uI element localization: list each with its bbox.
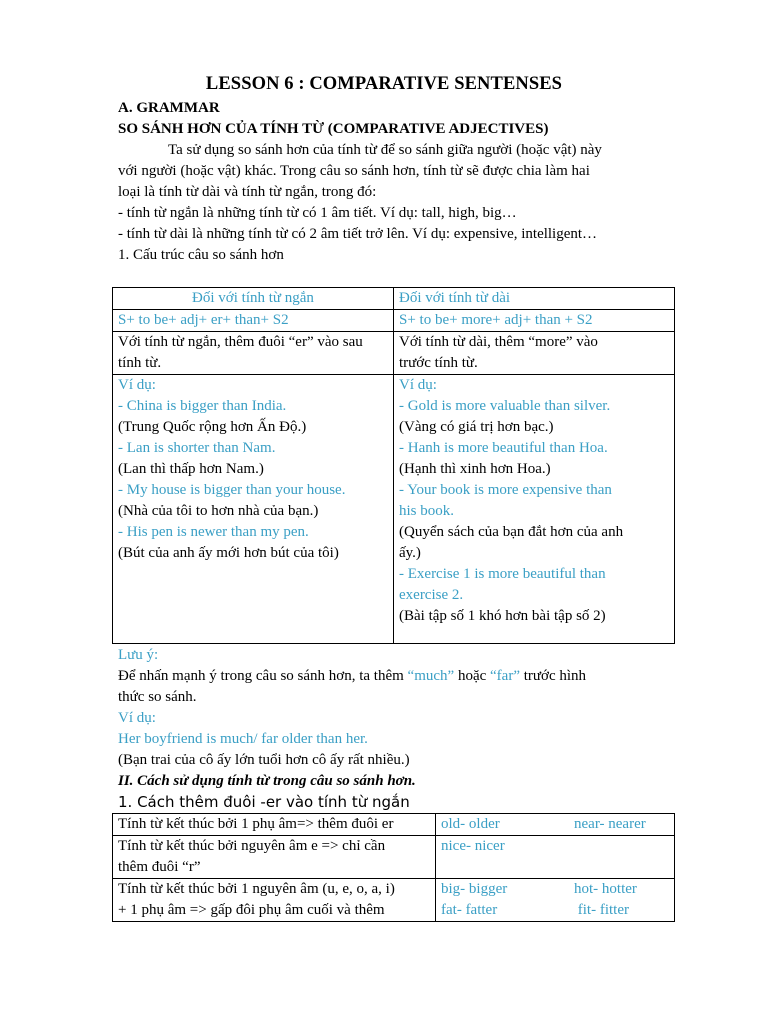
sub-heading-er: 1. Cách thêm đuôi -er vào tính từ ngắn — [118, 793, 410, 811]
far-keyword: “far” — [490, 668, 520, 684]
structure-heading: 1. Cấu trúc câu so sánh hơn — [118, 247, 284, 263]
rule-short — [113, 332, 394, 375]
example-pair — [441, 900, 669, 921]
example-line: exercise 2. — [399, 587, 464, 603]
note-text: hoặc — [454, 668, 491, 684]
example-pair — [441, 879, 669, 900]
table-row — [113, 375, 675, 644]
formula-short: S+ to be+ adj+ er+ than+ S2 — [113, 310, 394, 332]
example-line: - Lan is shorter than Nam. — [118, 440, 276, 456]
section-subtitle: SO SÁNH HƠN CỦA TÍNH TỪ (COMPARATIVE ADJECTIVES) — [118, 121, 549, 137]
rule-line: tính từ. — [118, 355, 162, 371]
examples-short-list — [118, 375, 388, 564]
example-line: Ví dụ: — [399, 377, 437, 393]
section-a-heading: A. GRAMMAR — [118, 100, 220, 116]
example-line: - Exercise 1 is more beautiful than — [399, 566, 606, 582]
example-line: (Nhà của tôi to hơn nhà của bạn.) — [118, 503, 319, 519]
example-word: fit- fitter — [574, 902, 629, 918]
example-line: (Bài tập số 1 khó hơn bài tập số 2) — [399, 608, 606, 624]
rule-line: Tính từ kết thúc bởi 1 nguyên âm (u, e, o, a, i) — [118, 881, 395, 897]
comparative-structure-table — [112, 287, 675, 644]
note-example: Her boyfriend is much/ far older than her. — [118, 731, 368, 747]
rule-long — [394, 332, 675, 375]
note-section — [118, 645, 678, 813]
note-translation: (Bạn trai của cô ấy lớn tuổi hơn cô ấy rất nhiều.) — [118, 752, 410, 768]
table-row — [113, 836, 675, 879]
example-line: ấy.) — [399, 545, 421, 561]
example-cell — [436, 814, 675, 836]
rule-line: Với tính từ ngắn, thêm đuôi “er” vào sau — [118, 334, 363, 350]
grammar-intro — [118, 98, 678, 266]
rule-line: thêm đuôi “r” — [118, 859, 201, 875]
example-line: (Quyển sách của bạn đắt hơn của anh — [399, 524, 624, 540]
rule-line: Với tính từ dài, thêm “more” vào — [399, 334, 598, 350]
header-short-adj: Đối với tính từ ngắn — [113, 288, 394, 310]
example-line: - Gold is more valuable than silver. — [399, 398, 611, 414]
lesson-title: LESSON 6 : COMPARATIVE SENTENSES — [205, 74, 563, 94]
example-word: hot- hotter — [574, 881, 637, 897]
example-line: (Trung Quốc rộng hơn Ấn Độ.) — [118, 419, 307, 435]
example-word: nice- nicer — [441, 838, 505, 854]
note-example-label: Ví dụ: — [118, 710, 156, 726]
er-rules-table — [112, 813, 675, 922]
formula-long: S+ to be+ more+ adj+ than + S2 — [394, 310, 675, 332]
rule-cell — [113, 879, 436, 922]
note-line — [118, 666, 678, 687]
rule-cell — [113, 814, 436, 836]
example-line: - China is bigger than India. — [118, 398, 287, 414]
intro-line: Ta sử dụng so sánh hơn của tính từ để so sánh giữa người (hoặc vật) này — [168, 142, 602, 158]
table-row — [113, 332, 675, 375]
example-line: (Bút của anh ấy mới hơn bút của tôi) — [118, 545, 339, 561]
example-word: old- older — [441, 816, 500, 832]
example-cell — [436, 879, 675, 922]
example-line: - Hanh is more beautiful than Hoa. — [399, 440, 608, 456]
rule-cell — [113, 836, 436, 879]
rule-line: + 1 phụ âm => gấp đôi phụ âm cuối và thêm — [118, 902, 385, 918]
example-pair — [441, 814, 669, 835]
examples-long-list — [399, 375, 669, 627]
example-word: near- nearer — [574, 816, 646, 832]
example-cell — [436, 836, 675, 879]
note-text: trước hình — [519, 668, 587, 684]
intro-line: - tính từ dài là những tính từ có 2 âm tiết trở lên. Ví dụ: expensive, intelligent… — [118, 226, 598, 242]
example-line: - His pen is newer than my pen. — [118, 524, 309, 540]
table-row — [113, 814, 675, 836]
intro-line: - tính từ ngắn là những tính từ có 1 âm tiết. Ví dụ: tall, high, big… — [118, 205, 517, 221]
intro-line: loại là tính từ dài và tính từ ngắn, trong đó: — [118, 184, 377, 200]
section-ii-heading: II. Cách sử dụng tính từ trong câu so sánh hơn. — [118, 773, 416, 789]
rule-line: trước tính từ. — [399, 355, 478, 371]
example-line: (Hạnh thì xinh hơn Hoa.) — [399, 461, 551, 477]
example-line: Ví dụ: — [118, 377, 156, 393]
examples-short-cell — [113, 375, 394, 644]
table-row — [113, 288, 675, 310]
much-keyword: “much” — [407, 668, 455, 684]
table-row — [113, 310, 675, 332]
header-long-adj: Đối với tính từ dài — [394, 288, 675, 310]
example-line: (Vàng có giá trị hơn bạc.) — [399, 419, 554, 435]
rule-line: Tính từ kết thúc bởi 1 phụ âm=> thêm đuôi er — [118, 816, 394, 832]
note-text: Để nhấn mạnh ý trong câu so sánh hơn, ta thêm — [118, 668, 408, 684]
examples-long-cell — [394, 375, 675, 644]
example-line: (Lan thì thấp hơn Nam.) — [118, 461, 264, 477]
note-line: thức so sánh. — [118, 689, 197, 705]
example-word: fat- fatter — [441, 902, 498, 918]
table-row — [113, 879, 675, 922]
note-label: Lưu ý: — [118, 647, 159, 663]
example-word: big- bigger — [441, 881, 508, 897]
example-line: - Your book is more expensive than — [399, 482, 612, 498]
example-line: his book. — [399, 503, 455, 519]
rule-line: Tính từ kết thúc bởi nguyên âm e => chỉ cần — [118, 838, 386, 854]
example-line: - My house is bigger than your house. — [118, 482, 346, 498]
intro-line: với người (hoặc vật) khác. Trong câu so sánh hơn, tính từ sẽ được chia làm hai — [118, 163, 590, 179]
example-pair — [441, 836, 669, 857]
